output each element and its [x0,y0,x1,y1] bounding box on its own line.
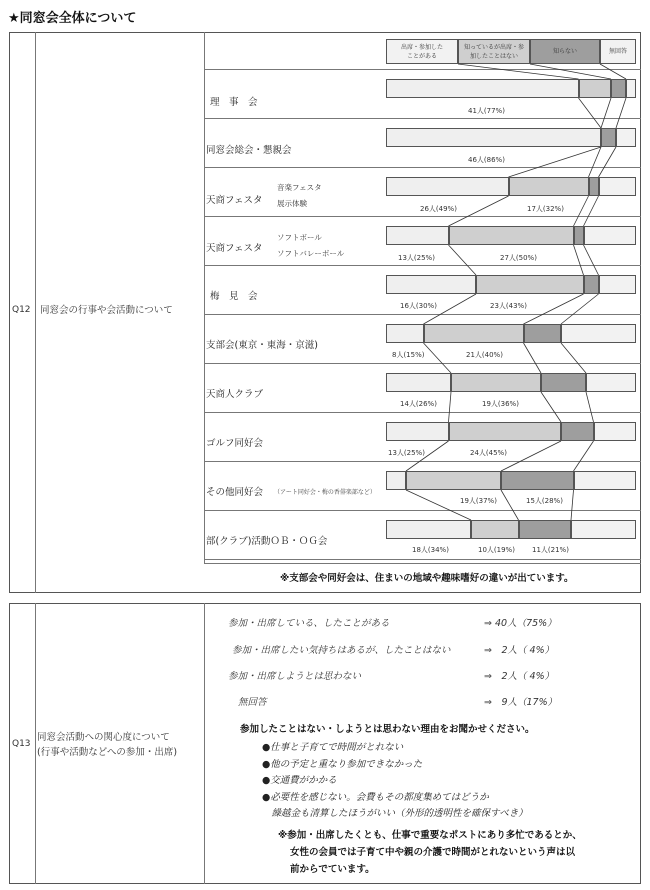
note-plum-1: 16人(30%) [400,302,437,310]
q13-question-line2: (行事や活動などへの参加・出席) [37,747,178,758]
row-sub-festa-sports-2: ソフトバレーボール [277,249,345,258]
connector-line [586,392,594,422]
q13-number: Q13 [12,739,31,749]
connector-line [524,294,584,324]
connector-line [449,196,509,226]
row-label-tensho-club: 天商人クラブ [206,389,264,400]
answer-not-interested-value: ⇒ 2人（ 4%） [484,671,555,682]
connector-line [600,64,626,79]
q13-footer-note: ※参加・出席したくとも、仕事で重要なポストにあり多忙であるとか、 女性の会員では子育て中や親の介護で時間がとれないという声は以 前からでています。 [278,830,582,875]
connector-line [530,64,611,79]
answer-no-answer-value: ⇒ 9人（17%） [484,697,558,708]
legend-known-not-attended: 知っているが出席・参 加したことはない [458,39,530,64]
note-tensho-2: 19人(36%) [482,400,519,408]
row-label-festa-music: 天商フェスタ [206,195,263,206]
reasons-heading: 参加したことはない・しようとは思わない理由をお聞かせください。 [240,724,535,735]
connector-line [501,441,561,471]
reason-item: ●他の予定と重なり参加できなかった [262,759,423,770]
q12-number: Q12 [12,305,31,315]
row-label-branch-meetings: 支部会(東京・東海・京滋) [206,340,318,351]
page-title: ★同窓会全体について [8,11,137,26]
connector-line [541,392,561,422]
legend-attended: 出席・参加した ことがある [386,39,458,64]
row-label-general-meeting: 同窓会総会・懇親会 [206,145,292,156]
connector-line [589,147,602,177]
reason-item: ●交通費がかかる [262,775,337,786]
row-label-other-clubs: その他同好会 [206,487,264,498]
note-club-alumni-3: 11人(21%) [532,546,569,554]
connector-line [574,441,594,471]
answer-want-not-attended-label: 参加・出席したい気持ちはあるが、したことはない [232,645,451,656]
row-label-plum-viewing: 梅 見 会 [210,291,258,302]
row-label-golf: ゴルフ同好会 [206,438,264,449]
note-general-1: 46人(86%) [468,156,505,164]
note-festa-music-1: 26人(49%) [420,205,457,213]
connector-line [509,147,602,177]
note-branch-2: 21人(40%) [466,351,503,359]
note-other-2: 15人(28%) [526,497,563,505]
note-tensho-1: 14人(26%) [400,400,437,408]
connector-line [501,490,519,520]
note-club-alumni-1: 18人(34%) [412,546,449,554]
reason-item: 繰越金も清算したほうがいい（外形的透明性を確保すべき） [262,808,528,819]
q12-footer-note: ※支部会や同好会は、住まいの地域や趣味嗜好の違いが出ています。 [280,573,574,584]
reason-item: ●仕事と子育てで時間がとれない [262,742,404,753]
q13-question-line1: 同窓会活動への関心度について [37,732,170,743]
connector-line [561,343,586,373]
note-plum-2: 23人(43%) [490,302,527,310]
note-festa-sports-2: 27人(50%) [500,254,537,262]
connector-line [584,245,599,275]
connector-line [616,98,626,128]
legend-unknown: 知らない [530,39,600,64]
connector-line [574,245,584,275]
connector-line [579,98,602,128]
note-branch-1: 8人(15%) [392,351,425,359]
row-sub-festa-sports-1: ソフトボール [277,233,322,242]
connector-line [599,147,617,177]
connector-line [449,245,477,275]
row-label-club-alumni: 部(クラブ)活動ＯＢ・ＯＧ会 [206,536,328,547]
answer-want-not-attended-value: ⇒ 2人（ 4%） [484,645,555,656]
note-golf-2: 24人(45%) [470,449,507,457]
connector-line [424,343,452,373]
answer-attended-value: ⇒ 40人（75%） [484,618,557,629]
row-sub-other-clubs: （アート同好会・梅の香俳楽部など） [274,489,376,496]
connector-line [571,490,574,520]
note-club-alumni-2: 10人(19%) [478,546,515,554]
answer-no-answer-label: 無回答 [238,697,267,708]
row-label-festa-sports: 天商フェスタ [206,243,263,254]
legend-no-answer: 無回答 [600,39,636,64]
connector-line [524,343,542,373]
reason-item: ●必要性を感じない。会費もその都度集めてはどうか [262,792,489,803]
answer-not-interested-label: 参加・出席しようとは思わない [228,671,362,682]
row-sub-festa-music-1: 音楽フェスタ [277,183,322,192]
note-golf-1: 13人(25%) [388,449,425,457]
connector-line [574,196,589,226]
note-festa-music-2: 17人(32%) [527,205,564,213]
connector-line [449,392,452,422]
q12-question: 同窓会の行事や会活動について [40,305,173,316]
row-label-board: 理 事 会 [210,97,258,108]
note-festa-sports-1: 13人(25%) [398,254,435,262]
answer-attended-label: 参加・出席している、したことがある [228,618,390,629]
note-other-1: 19人(37%) [460,497,497,505]
connector-line [561,294,599,324]
row-sub-festa-music-2: 展示体験 [277,199,307,208]
connector-line [458,64,579,79]
connector-line [601,98,611,128]
connector-line [584,196,599,226]
note-board-1: 41人(77%) [468,107,505,115]
